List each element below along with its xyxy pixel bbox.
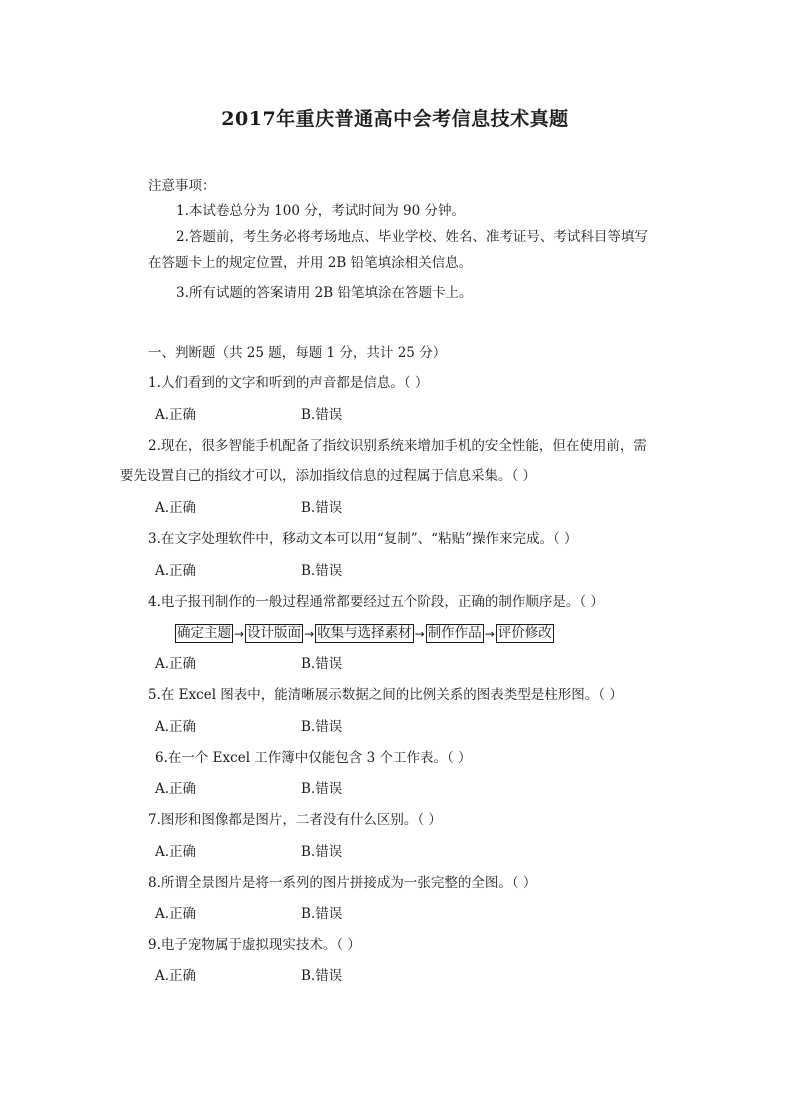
question-6: 6.在一个 Excel 工作簿中仅能包含 3 个工作表。（ ）: [155, 750, 472, 766]
question-6-option-b[interactable]: B.错误: [301, 781, 343, 797]
flow-step-4: 制作作品: [427, 625, 482, 641]
question-4-option-a[interactable]: A.正确: [155, 656, 197, 672]
question-1-option-a[interactable]: A.正确: [155, 407, 197, 423]
page-title: 2017年重庆普通高中会考信息技术真题: [221, 108, 569, 130]
flow-step-2: 设计版面: [247, 625, 302, 641]
question-2: 2.现在，很多智能手机配备了指纹识别系统来增加手机的安全性能，但在使用前，需: [148, 438, 647, 454]
note-item-2: 2.答题前，考生务必将考场地点、毕业学校、姓名、准考证号、考试科目等填写: [176, 229, 648, 245]
question-3-option-b[interactable]: B.错误: [301, 563, 343, 579]
question-7: 7.图形和图像都是图片，二者没有什么区别。（ ）: [148, 812, 442, 828]
flow-step-1: 确定主题: [177, 625, 231, 641]
right-arrow-icon: →: [234, 626, 245, 641]
production-flow: [175, 624, 554, 643]
note-item-2-continued: 在答题卡上的规定位置，并用 2B 铅笔填涂相关信息。: [148, 255, 473, 271]
question-5-option-a[interactable]: A.正确: [155, 719, 197, 735]
question-3: 3.在文字处理软件中，移动文本可以用“复制”、“粘贴”操作来完成。（ ）: [148, 531, 578, 547]
right-arrow-icon: →: [304, 626, 315, 641]
note-item-3: 3.所有试题的答案请用 2B 铅笔填涂在答题卡上。: [176, 285, 473, 301]
right-arrow-icon: →: [484, 626, 495, 641]
question-2-option-b[interactable]: B.错误: [301, 500, 343, 516]
right-arrow-icon: →: [414, 626, 425, 641]
question-7-option-a[interactable]: A.正确: [155, 844, 197, 860]
question-8-option-b[interactable]: B.错误: [301, 906, 343, 922]
question-8-option-a[interactable]: A.正确: [155, 906, 197, 922]
question-4-option-b[interactable]: B.错误: [301, 656, 343, 672]
question-4: 4.电子报刊制作的一般过程通常都要经过五个阶段，正确的制作顺序是。（ ）: [148, 594, 604, 610]
question-2-continued: 要先设置自己的指纹才可以，添加指纹信息的过程属于信息采集。（ ）: [120, 468, 537, 484]
question-3-option-a[interactable]: A.正确: [155, 563, 197, 579]
question-2-option-a[interactable]: A.正确: [155, 500, 197, 516]
question-5-option-b[interactable]: B.错误: [301, 719, 343, 735]
question-7-option-b[interactable]: B.错误: [301, 844, 343, 860]
question-9: 9.电子宠物属于虚拟现实技术。（ ）: [148, 937, 361, 953]
question-6-option-a[interactable]: A.正确: [155, 781, 197, 797]
flow-step-3: 收集与选择素材: [317, 625, 412, 641]
flow-step-5: 评价修改: [497, 625, 552, 641]
section-heading: 一、判断题（共 25 题，每题 1 分，共计 25 分）: [148, 345, 447, 361]
question-8: 8.所谓全景图片是将一系列的图片拼接成为一张完整的全图。（ ）: [148, 875, 537, 891]
question-1: 1.人们看到的文字和听到的声音都是信息。（ ）: [148, 375, 429, 391]
note-item-1: 1.本试卷总分为 100 分，考试时间为 90 分钟。: [176, 203, 465, 219]
question-9-option-b[interactable]: B.错误: [301, 968, 343, 984]
question-5: 5.在 Excel 图表中，能清晰展示数据之间的比例关系的图表类型是柱形图。（ ）: [148, 687, 623, 703]
notes-heading: 注意事项：: [148, 178, 216, 194]
question-1-option-b[interactable]: B.错误: [301, 407, 343, 423]
question-9-option-a[interactable]: A.正确: [155, 968, 197, 984]
